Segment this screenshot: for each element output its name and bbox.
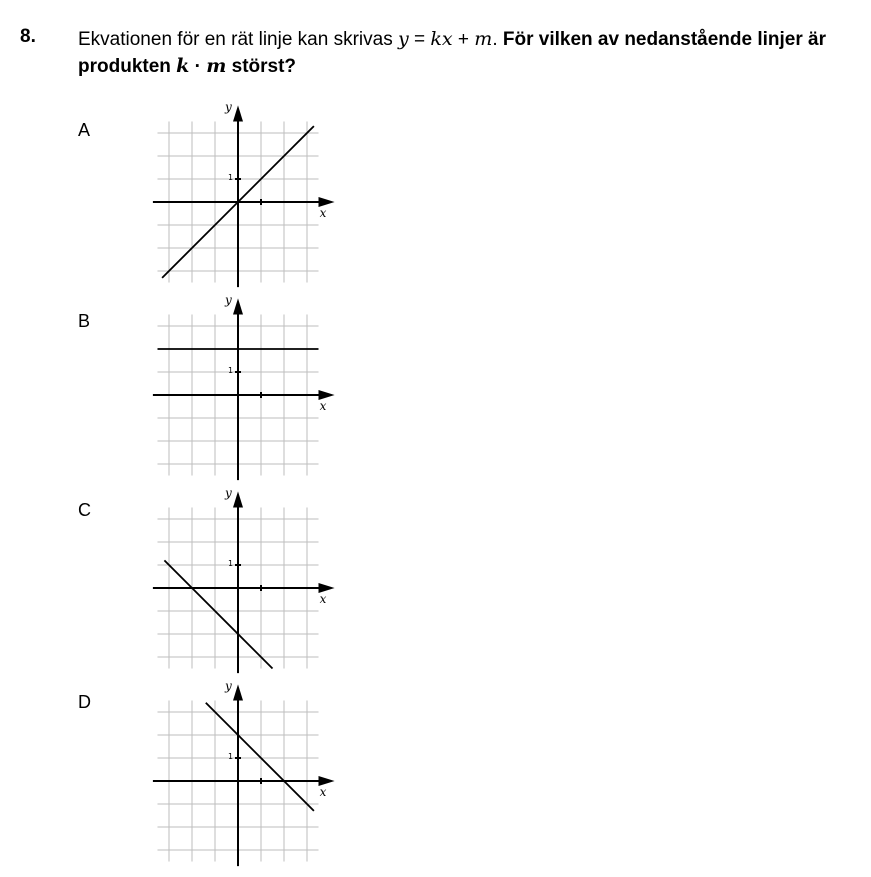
question-number: 8. <box>20 26 36 47</box>
option-a-label[interactable]: A <box>78 120 91 140</box>
y-axis-arrow <box>233 298 243 314</box>
graph-line <box>206 703 314 811</box>
option-d-label[interactable]: D <box>78 692 91 712</box>
equation-kx: kx <box>430 28 453 50</box>
question-bold-m: m <box>206 55 227 77</box>
option-c-label[interactable]: C <box>78 500 91 520</box>
option-b-label[interactable]: B <box>78 311 91 331</box>
question-bold-part1: För vilken av nedanstående linjer är produkten <box>78 29 826 77</box>
equation-equals: = <box>408 29 431 50</box>
y-tick-label: 1 <box>228 366 234 375</box>
x-axis-label: x <box>319 785 327 799</box>
x-axis-label: x <box>319 399 327 413</box>
y-axis-label: y <box>225 679 232 694</box>
x-axis-label: x <box>319 206 327 220</box>
graph-line <box>164 560 272 668</box>
option-b-graph <box>150 293 340 477</box>
y-axis-arrow <box>233 684 243 700</box>
question-text-part2: . <box>492 29 503 50</box>
y-tick-label: 1 <box>228 752 234 761</box>
question-text-part1: Ekvationen för en rät linje kan skrivas <box>78 29 398 50</box>
y-axis-label: y <box>225 486 232 501</box>
option-d-graph <box>150 679 340 863</box>
option-a-graph <box>150 100 340 284</box>
equation-m: m <box>474 28 493 50</box>
y-tick-label: 1 <box>228 559 234 568</box>
y-axis-label: y <box>225 100 232 115</box>
y-axis-arrow <box>233 105 243 121</box>
x-axis-label: x <box>319 592 327 606</box>
question-text <box>78 26 858 80</box>
y-axis-arrow <box>233 491 243 507</box>
equation-y: y <box>398 28 409 50</box>
question-bold-k: k <box>176 55 190 77</box>
option-c-graph <box>150 486 340 670</box>
question-bold-dot: · <box>189 56 207 77</box>
y-tick-label: 1 <box>228 173 234 182</box>
y-axis-label: y <box>225 293 232 308</box>
question-bold-part2: störst? <box>226 56 297 77</box>
equation-plus: + <box>452 29 475 50</box>
